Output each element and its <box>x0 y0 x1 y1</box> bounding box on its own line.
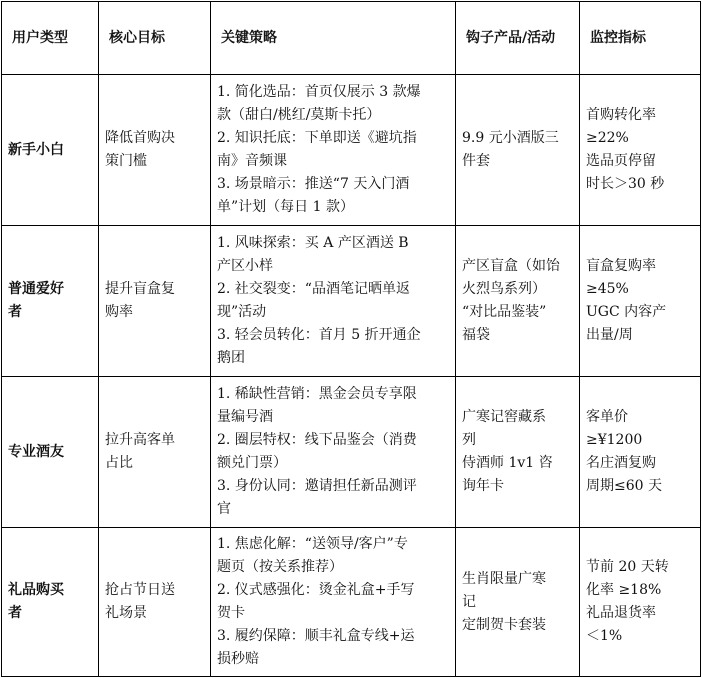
strategy-line: 损秒赔 <box>217 651 259 667</box>
metrics-line: 节前 20 天转 <box>586 559 669 575</box>
goal-line: 降低首购决 <box>105 130 175 146</box>
metrics-line: 周期≤60 天 <box>586 478 662 494</box>
hook-line: 记 <box>462 593 476 610</box>
metrics-line: 客单价 <box>586 409 628 425</box>
hook-line: 定制贺卡套装 <box>462 616 546 633</box>
strategy-line: 量编号酒 <box>217 409 273 425</box>
metrics-line: 盲盒复购率 <box>586 258 656 274</box>
header-core-goal: 核心目标 <box>99 2 211 75</box>
user-type-text: 者 <box>8 605 22 621</box>
strategy-line: 产区小样 <box>217 258 273 274</box>
hook-line: “对比品鉴装” <box>462 304 547 320</box>
strategy-cell <box>211 75 456 226</box>
hook-cell <box>456 226 580 377</box>
header-metrics: 监控指标 <box>580 2 701 75</box>
metrics-line: ≥22% <box>586 130 629 146</box>
metrics-cell <box>580 377 701 528</box>
goal-line: 拉升高客单 <box>105 432 175 448</box>
table-row <box>2 377 701 528</box>
hook-line: 产区盲盒（如饴 <box>462 258 560 274</box>
strategy-line: 3. 轻会员转化：首月 5 折开通企 <box>217 327 421 343</box>
strategy-line: 题页（按关系推荐） <box>217 559 343 575</box>
metrics-cell <box>580 528 701 677</box>
strategy-line: 款（甜白/桃红/莫斯卡托） <box>217 107 381 123</box>
strategy-line: 贺卡 <box>217 605 245 621</box>
table-row <box>2 528 701 677</box>
metrics-cell <box>580 226 701 377</box>
goal-line: 抢占节日送 <box>105 582 175 598</box>
strategy-line: 2. 社交裂变：“品酒笔记晒单返 <box>217 281 410 297</box>
user-type-cell <box>2 75 99 226</box>
metrics-line: ≥45% <box>586 281 629 297</box>
strategy-line: 单”计划（每日 1 款） <box>217 199 354 215</box>
user-type-cell <box>2 528 99 677</box>
goal-line: 礼场景 <box>105 605 147 621</box>
strategy-line: 鹅团 <box>217 350 245 366</box>
hook-line: 生肖限量广寒 <box>462 570 546 587</box>
header-row <box>2 2 701 75</box>
strategy-line: 1. 稀缺性营销：黑金会员专享限 <box>217 386 417 402</box>
table-row <box>2 226 701 377</box>
hook-line: 广寒记窖藏系 <box>462 409 546 425</box>
metrics-line: ＜1% <box>586 628 623 644</box>
hook-cell <box>456 377 580 528</box>
user-type-text: 礼品购买 <box>8 582 64 598</box>
hook-cell <box>456 75 580 226</box>
goal-cell <box>99 226 211 377</box>
strategy-line: 南》音频课 <box>217 153 287 169</box>
strategy-table <box>1 1 701 677</box>
strategy-cell <box>211 377 456 528</box>
strategy-cell <box>211 226 456 377</box>
hook-line: 火烈鸟系列） <box>462 281 546 297</box>
hook-cell <box>456 528 580 677</box>
metrics-line: 化率 ≥18% <box>586 582 662 598</box>
strategy-line: 现”活动 <box>217 304 267 320</box>
strategy-line: 3. 身份认同：邀请担任新品测评 <box>217 478 417 494</box>
metrics-line: 出量/周 <box>586 327 633 343</box>
goal-cell <box>99 75 211 226</box>
strategy-line: 官 <box>217 501 231 517</box>
metrics-line: 选品页停留 <box>586 153 656 169</box>
strategy-line: 2. 知识托底：下单即送《避坑指 <box>217 130 417 146</box>
hook-line: 询年卡 <box>462 478 504 494</box>
strategy-cell <box>211 528 456 677</box>
strategy-line: 额兑门票） <box>217 455 287 471</box>
user-type-text: 者 <box>8 304 22 320</box>
strategy-line: 2. 仪式感强化：烫金礼盒+手写 <box>217 582 415 598</box>
user-type-text: 普通爱好 <box>8 281 64 297</box>
header-key-strategy: 关键策略 <box>211 2 456 75</box>
hook-line: 列 <box>462 432 476 448</box>
goal-line: 购率 <box>105 304 133 320</box>
strategy-line: 1. 风味探索：买 A 产区酒送 B <box>217 235 409 251</box>
metrics-cell <box>580 75 701 226</box>
hook-line: 9.9 元小酒版三 <box>462 130 559 146</box>
metrics-line: 时长＞30 秒 <box>586 176 665 192</box>
metrics-line: UGC 内容产 <box>586 304 667 320</box>
metrics-line: 首购转化率 <box>586 107 656 123</box>
user-type-text: 新手小白 <box>8 141 64 158</box>
user-type-cell <box>2 226 99 377</box>
goal-line: 占比 <box>105 455 133 471</box>
strategy-line: 1. 简化选品：首页仅展示 3 款爆 <box>217 84 421 100</box>
metrics-line: 名庄酒复购 <box>586 455 656 471</box>
hook-line: 侍酒师 1v1 咨 <box>462 455 553 471</box>
metrics-line: ≥¥1200 <box>586 432 643 448</box>
strategy-line: 2. 圈层特权：线下品鉴会（消费 <box>217 432 417 448</box>
header-user-type: 用户类型 <box>2 2 99 75</box>
goal-line: 提升盲盒复 <box>105 281 175 297</box>
header-hook-product: 钩子产品/活动 <box>456 2 580 75</box>
goal-cell <box>99 377 211 528</box>
user-type-cell <box>2 377 99 528</box>
hook-line: 件套 <box>462 153 490 169</box>
table-row <box>2 75 701 226</box>
goal-line: 策门槛 <box>105 153 147 169</box>
metrics-line: 礼品退货率 <box>586 605 656 621</box>
strategy-line: 1. 焦虑化解：“送领导/客户”专 <box>217 536 408 552</box>
goal-cell <box>99 528 211 677</box>
strategy-line: 3. 场景暗示：推送“7 天入门酒 <box>217 176 410 192</box>
user-type-text: 专业酒友 <box>8 443 64 460</box>
hook-line: 福袋 <box>462 327 490 343</box>
strategy-line: 3. 履约保障：顺丰礼盒专线+运 <box>217 628 415 644</box>
